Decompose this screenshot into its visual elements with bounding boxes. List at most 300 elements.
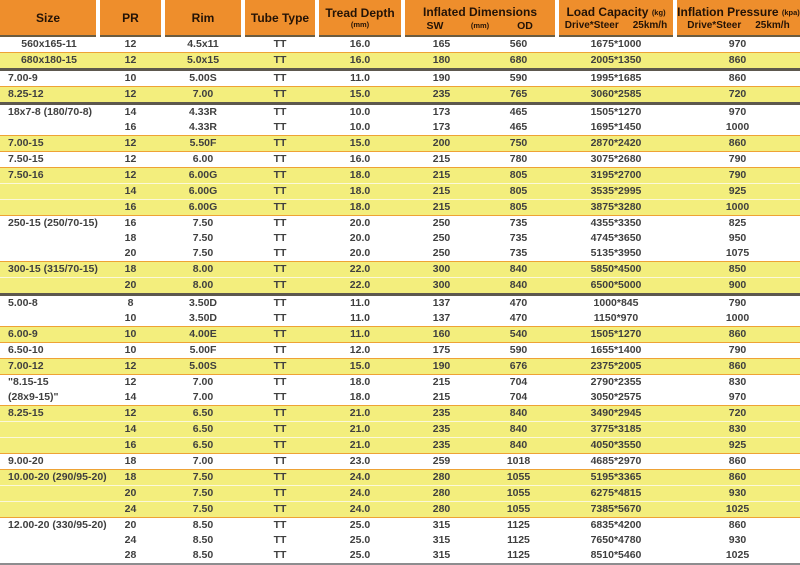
cell-pr: 20 [124,247,137,259]
cell-load: 5135*3950 [590,247,642,259]
cell-sw: 215 [432,391,451,403]
table-row [0,359,800,375]
cell-tread: 18.0 [317,184,403,200]
cell-pr: 16 [98,216,163,232]
cell-size [0,486,98,502]
cell-load: 4355*3350 [557,216,675,232]
cell-tread: 22.0 [317,278,403,295]
cell-od: 780 [480,152,557,168]
table-row [0,53,800,70]
load-drive-steer-label: Drive*Steer [564,20,619,31]
cell-load: 1655*1400 [557,343,675,359]
cell-rim: 7.50 [192,247,214,259]
cell-pr: 10 [98,327,163,343]
cell-od: 704 [509,391,528,403]
cell-load: 1000*845 [557,295,675,312]
table-row [0,152,800,168]
cell-rim: 6.50 [163,406,243,422]
cell-tube: TT [243,548,317,564]
cell-sw: 160 [403,327,480,343]
col-header-size [0,0,98,36]
cell-pressure: 860 [675,136,800,152]
cell-pressure: 925 [675,184,800,200]
cell-rim: 4.00E [163,327,243,343]
cell-tread: 10.0 [349,121,371,133]
cell-tube: TT [243,168,317,184]
cell-size: 6.50-10 [0,343,98,359]
cell-rim: 7.50 [163,470,243,486]
cell-pressure: 860 [675,454,800,470]
table-row [0,168,800,184]
table-row [0,200,800,216]
cell-sw: 215 [403,200,480,216]
cell-pr: 12 [98,375,163,391]
table-row [0,136,800,152]
table-row [0,311,800,327]
cell-pr: 20 [98,486,163,502]
cell-rim: 3.50D [188,312,218,324]
cell-load: 7650*4780 [590,534,642,546]
cell-size: 8.25-12 [0,87,98,104]
cell-sw: 280 [403,470,480,486]
cell-size [0,438,98,454]
cell-od: 470 [480,295,557,312]
cell-rim: 7.50 [163,486,243,502]
cell-size [0,200,98,216]
cell-load: 3060*2585 [557,87,675,104]
cell-tread: 11.0 [317,70,403,87]
cell-tube: TT [243,375,317,391]
table-row [0,87,800,104]
table-row [0,454,800,470]
table-row [0,422,800,438]
cell-load: 1150*970 [593,312,639,324]
tube-type-label: Tube Type [250,11,310,25]
cell-od: 735 [480,216,557,232]
cell-tread: 20.0 [349,247,371,259]
cell-od: 1055 [480,502,557,518]
cell-pressure: 1000 [725,121,750,133]
cell-tread: 18.0 [317,375,403,391]
cell-od: 590 [480,70,557,87]
cell-tread: 16.0 [317,152,403,168]
cell-size [0,246,98,262]
cell-pr: 10 [98,343,163,359]
cell-tread: 21.0 [317,406,403,422]
cell-size [0,502,98,518]
load-speed-label: 25km/h [632,20,668,31]
cell-rim: 4.5x11 [187,38,219,50]
cell-sw: 215 [403,152,480,168]
cell-od: 676 [480,359,557,375]
cell-pressure: 925 [675,438,800,454]
cell-rim: 8.00 [163,278,243,295]
cell-sw: 175 [403,343,480,359]
cell-tread: 18.0 [349,391,371,403]
cell-rim: 7.50 [163,216,243,232]
cell-tube: TT [243,87,317,104]
cell-sw: 300 [403,262,480,278]
table-row [0,375,800,391]
cell-pressure: 720 [675,406,800,422]
cell-tube: TT [273,391,287,403]
cell-od: 735 [509,247,528,259]
cell-size [0,533,98,548]
cell-pressure: 1000 [675,200,800,216]
cell-pr: 24 [98,502,163,518]
cell-rim: 8.50 [192,534,214,546]
load-capacity-unit: (kg) [651,8,666,17]
cell-pr: 12 [98,406,163,422]
cell-load: 6500*5000 [557,278,675,295]
cell-pressure: 860 [675,327,800,343]
cell-rim: 7.00 [192,391,214,403]
cell-rim: 5.00F [163,343,243,359]
cell-pressure: 970 [728,391,747,403]
cell-tube: TT [243,200,317,216]
cell-od: 1055 [480,486,557,502]
cell-pressure: 860 [675,470,800,486]
cell-sw: 215 [403,375,480,391]
inflated-dimensions-label: Inflated Dimensions [422,5,538,19]
cell-pressure: 1025 [675,502,800,518]
cell-pr: 24 [124,534,137,546]
cell-size: 7.50-16 [0,168,98,184]
cell-rim: 4.33R [163,104,243,121]
rim-label: Rim [191,11,215,25]
cell-sw: 190 [403,359,480,375]
cell-tube: TT [243,470,317,486]
col-header-inflated-dimensions [403,0,557,36]
cell-size: "8.15-15 [0,375,98,391]
cell-tube: TT [243,262,317,278]
cell-tread: 20.0 [317,216,403,232]
cell-pr: 10 [98,70,163,87]
cell-sw: 173 [403,104,480,121]
cell-pressure: 930 [728,534,747,546]
table-row [0,120,800,136]
cell-tread: 24.0 [317,502,403,518]
cell-tread: 15.0 [317,87,403,104]
cell-od: 735 [509,232,528,244]
table-row [0,246,800,262]
inflated-dimensions-unit: (mm) [470,21,490,30]
pr-label: PR [122,11,139,25]
cell-size [0,422,98,438]
cell-pressure: 970 [675,104,800,121]
cell-rim: 8.00 [163,262,243,278]
col-header-tube-type [243,0,317,36]
cell-od: 465 [509,121,528,133]
cell-load: 3050*2575 [590,391,642,403]
pressure-drive-steer-label: Drive*Steer [687,20,742,31]
cell-sw: 250 [432,247,451,259]
cell-load: 1505*1270 [557,327,675,343]
cell-od: 465 [480,104,557,121]
cell-tube: TT [243,53,317,70]
cell-rim: 7.00 [163,375,243,391]
cell-rim: 6.50 [163,438,243,454]
cell-pr: 20 [98,278,163,295]
cell-tube: TT [273,232,287,244]
inflation-pressure-label: Inflation Pressure [677,5,779,19]
cell-load: 3195*2700 [557,168,675,184]
table-row [0,184,800,200]
cell-rim: 7.00 [163,454,243,470]
cell-pressure: 790 [675,343,800,359]
table-row [0,548,800,564]
cell-tread: 21.0 [317,422,403,438]
cell-load: 3535*2995 [557,184,675,200]
cell-tread: 23.0 [317,454,403,470]
cell-sw: 215 [403,184,480,200]
cell-tube: TT [243,104,317,121]
cell-size [0,231,98,246]
cell-od: 540 [480,327,557,343]
cell-tread: 16.0 [349,38,371,50]
cell-tube: TT [243,136,317,152]
cell-sw: 315 [403,548,480,564]
cell-od: 1055 [480,470,557,486]
cell-tube: TT [243,70,317,87]
cell-pr: 12 [124,38,137,50]
cell-tube: TT [243,502,317,518]
cell-size: 6.00-9 [0,327,98,343]
cell-load: 1675*1000 [590,38,642,50]
cell-od: 765 [480,87,557,104]
cell-size: 12.00-20 (330/95-20) [0,518,98,534]
cell-tread: 20.0 [349,232,371,244]
cell-tube: TT [243,278,317,295]
cell-load: 1695*1450 [590,121,642,133]
cell-pressure: 790 [675,295,800,312]
cell-sw: 200 [403,136,480,152]
cell-size: 7.00-12 [0,359,98,375]
cell-rim: 6.00 [163,152,243,168]
cell-tread: 11.0 [317,295,403,312]
cell-rim: 7.50 [192,232,214,244]
cell-od: 704 [480,375,557,391]
cell-tube: TT [273,312,287,324]
table-row [0,533,800,548]
cell-od: 805 [480,200,557,216]
cell-tube: TT [243,184,317,200]
cell-size: 8.25-15 [0,406,98,422]
cell-sw: 235 [403,87,480,104]
cell-pressure: 1025 [675,548,800,564]
cell-tread: 21.0 [317,438,403,454]
cell-pr: 18 [124,232,137,244]
cell-size: 680x180-15 [0,53,98,70]
cell-pr: 28 [98,548,163,564]
cell-rim: 5.0x15 [163,53,243,70]
cell-load: 5850*4500 [557,262,675,278]
cell-sw: 235 [403,406,480,422]
cell-size: 10.00-20 (290/95-20) [0,470,98,486]
header-row [0,0,800,36]
cell-rim: 8.50 [163,518,243,534]
cell-load: 8510*5460 [557,548,675,564]
cell-tube: TT [273,534,287,546]
cell-size: 560x165-11 [21,38,77,50]
cell-pr: 12 [98,53,163,70]
cell-sw: 165 [432,38,451,50]
cell-tread: 24.0 [317,486,403,502]
cell-size: 7.00-9 [0,70,98,87]
cell-pressure: 825 [675,216,800,232]
cell-pressure: 1000 [725,312,750,324]
cell-od: 470 [509,312,528,324]
cell-tube: TT [243,343,317,359]
cell-size: 5.00-8 [0,295,98,312]
cell-load: 7385*5670 [557,502,675,518]
cell-rim: 6.00G [163,184,243,200]
cell-od: 1018 [480,454,557,470]
cell-pressure: 830 [675,375,800,391]
cell-pr: 14 [98,422,163,438]
cell-sw: 137 [403,295,480,312]
inflation-pressure-unit: (kpa) [781,8,800,17]
cell-load: 2790*2355 [557,375,675,391]
cell-load: 3775*3185 [557,422,675,438]
col-header-pr [98,0,163,36]
cell-pr: 12 [98,136,163,152]
cell-tube: TT [243,422,317,438]
od-label: OD [517,20,533,32]
cell-od: 840 [480,262,557,278]
cell-pressure: 850 [675,262,800,278]
col-header-tread-depth [317,0,403,36]
cell-tube: TT [243,216,317,232]
cell-tube: TT [243,152,317,168]
cell-tread: 24.0 [317,470,403,486]
cell-pr: 18 [98,454,163,470]
cell-od: 840 [480,422,557,438]
table-row [0,231,800,246]
cell-sw: 173 [432,121,451,133]
cell-load: 1505*1270 [557,104,675,121]
cell-tube: TT [273,247,287,259]
cell-sw: 215 [403,168,480,184]
table-row [0,70,800,87]
cell-load: 4050*3550 [557,438,675,454]
cell-size [0,548,98,564]
cell-pressure: 860 [675,53,800,70]
cell-od: 590 [480,343,557,359]
cell-size: 9.00-20 [0,454,98,470]
cell-sw: 259 [403,454,480,470]
cell-od: 805 [480,168,557,184]
cell-od: 840 [480,406,557,422]
cell-sw: 235 [403,438,480,454]
cell-tread: 18.0 [317,200,403,216]
cell-tube: TT [273,121,287,133]
cell-sw: 300 [403,278,480,295]
cell-sw: 137 [432,312,451,324]
cell-pr: 14 [98,184,163,200]
cell-tube: TT [243,454,317,470]
cell-tube: TT [243,486,317,502]
cell-load: 6275*4815 [557,486,675,502]
size-label: Size [35,11,60,25]
table-row [0,216,800,232]
cell-rim: 5.50F [163,136,243,152]
cell-pr: 16 [124,121,137,133]
table-row [0,262,800,278]
table-row [0,406,800,422]
cell-load: 2870*2420 [557,136,675,152]
cell-pr: 8 [98,295,163,312]
table-row [0,327,800,343]
cell-size: 7.50-15 [0,152,98,168]
cell-sw: 315 [403,518,480,534]
cell-od: 1125 [507,534,530,546]
cell-load: 4685*2970 [557,454,675,470]
cell-pressure: 970 [728,38,747,50]
cell-tube: TT [243,406,317,422]
cell-pr: 18 [98,470,163,486]
cell-tube: TT [243,359,317,375]
cell-size [0,184,98,200]
cell-tread: 25.0 [349,534,371,546]
cell-size: 300-15 (315/70-15) [0,262,98,278]
cell-pressure: 790 [675,152,800,168]
cell-load: 4745*3650 [590,232,642,244]
cell-rim: 6.50 [163,422,243,438]
cell-tread: 12.0 [317,343,403,359]
cell-tube: TT [273,38,287,50]
cell-tread: 22.0 [317,262,403,278]
cell-od: 840 [480,438,557,454]
cell-tread: 25.0 [317,518,403,534]
cell-sw: 180 [403,53,480,70]
cell-tube: TT [243,438,317,454]
cell-sw: 280 [403,486,480,502]
tread-depth-label: Tread Depth [325,6,395,20]
table-row [0,104,800,121]
cell-pr: 16 [98,200,163,216]
cell-tread: 25.0 [317,548,403,564]
cell-sw: 250 [432,232,451,244]
cell-pressure: 860 [675,518,800,534]
cell-pressure: 860 [675,359,800,375]
table-row [0,502,800,518]
cell-pr: 12 [98,87,163,104]
cell-load: 6835*4200 [557,518,675,534]
cell-od: 680 [480,53,557,70]
cell-sw: 315 [432,534,451,546]
cell-pr: 12 [98,168,163,184]
cell-od: 560 [509,38,528,50]
table-row [0,438,800,454]
cell-od: 1125 [480,518,557,534]
cell-pr: 12 [98,359,163,375]
table-row [0,390,800,406]
cell-pr: 12 [98,152,163,168]
cell-sw: 190 [403,70,480,87]
cell-rim: 7.50 [163,502,243,518]
cell-tube: TT [243,518,317,534]
cell-pressure: 860 [675,70,800,87]
cell-pressure: 1075 [725,247,750,259]
cell-tube: TT [243,295,317,312]
pressure-speed-label: 25km/h [755,20,790,31]
cell-pressure: 930 [675,486,800,502]
table-row [0,295,800,312]
cell-size: (28x9-15)" [8,391,59,403]
cell-load: 2375*2005 [557,359,675,375]
cell-tread: 11.0 [317,327,403,343]
